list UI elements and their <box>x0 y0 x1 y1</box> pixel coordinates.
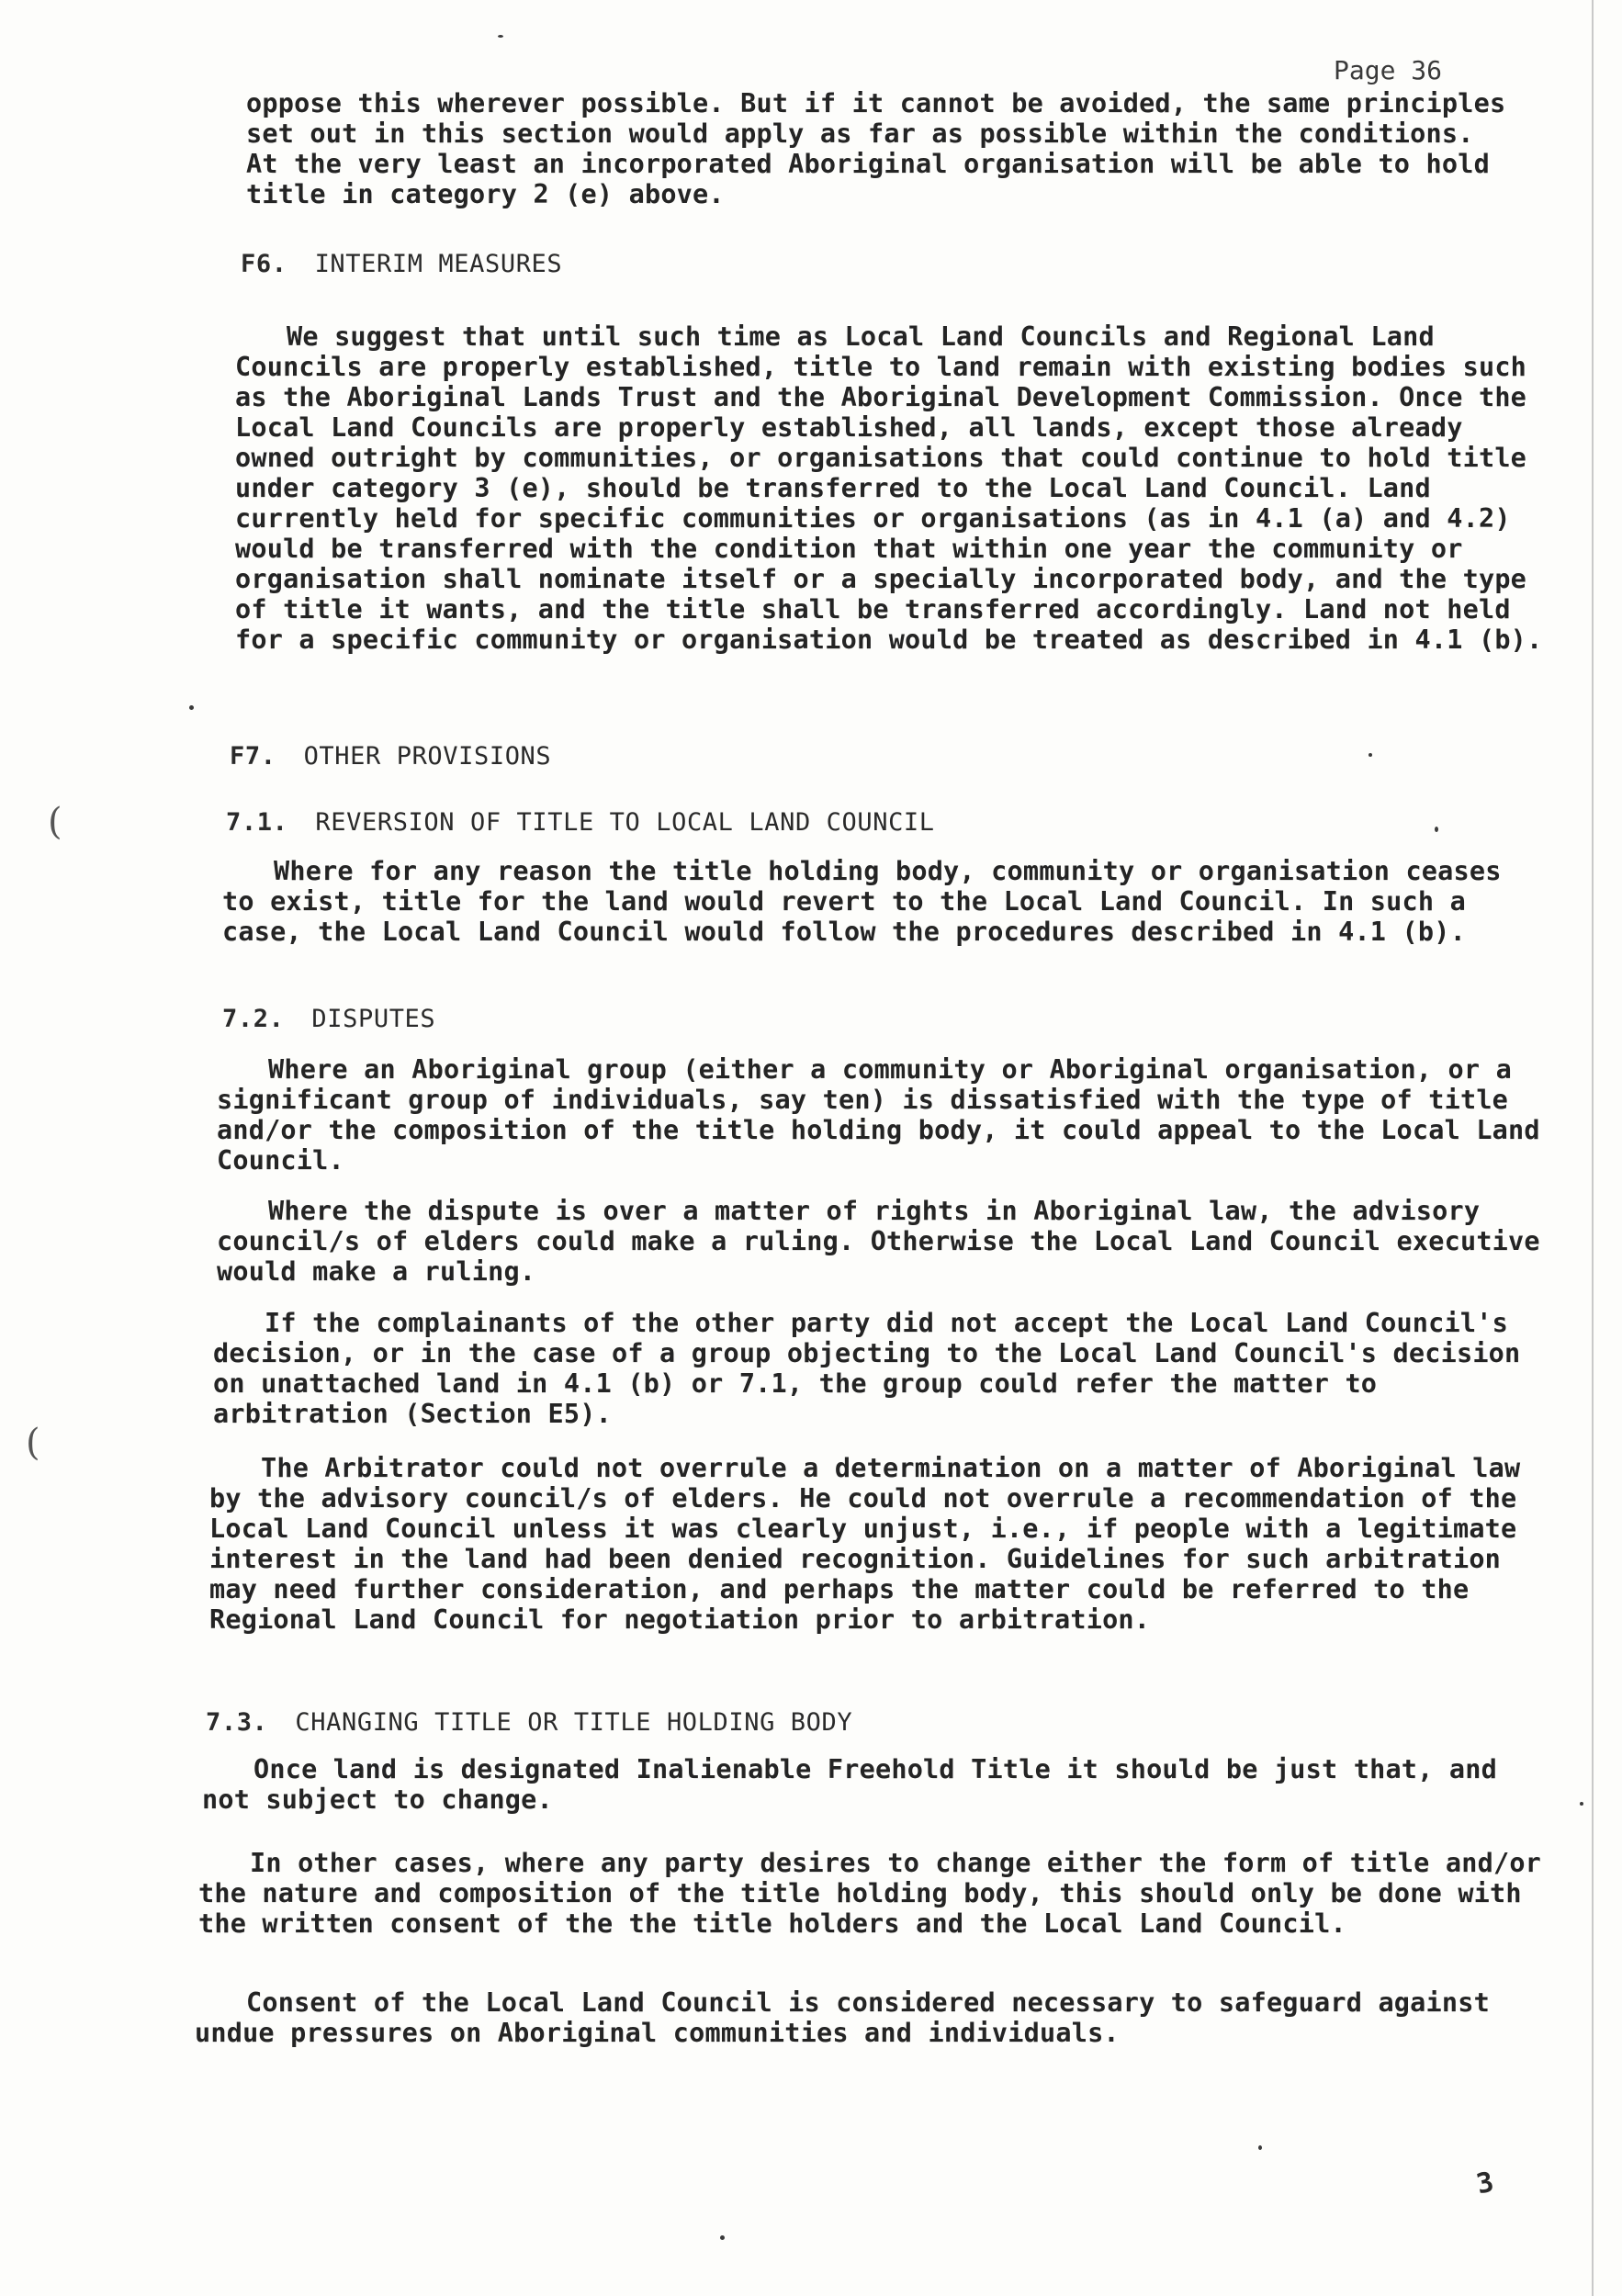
section-number: 7.1. <box>226 808 288 837</box>
section-title: OTHER PROVISIONS <box>303 742 552 771</box>
scan-speck <box>1369 753 1372 757</box>
paragraph-disputes-4: The Arbitrator could not overrule a determination on a matter of Aboriginal law by the advisory council/s of elders. He could not overrule a recommendation of the Local Land Council unless it was clearly unjust, i.e., if people with a legitimate interest in the land had been denied recognition. Guidelines for such arbitration may need further consideration, and perhaps the matter could be referred to the Regional Land Council for negotiation prior to arbitration. <box>209 1453 1521 1635</box>
paragraph-disputes-2: Where the dispute is over a matter of rights in Aboriginal law, the advisory council/s of elders could make a ruling. Otherwise the Local Land Council executive would make a ruling. <box>217 1196 1540 1287</box>
paragraph-reversion: Where for any reason the title holding body, community or organisation ceases to exist, title for the land would revert to the Local Land Council. In such a case, the Local Land Council would follow the procedures described in 4.1 (b). <box>222 856 1502 947</box>
scan-speck <box>1258 2145 1262 2150</box>
paragraph-changing-title-1: Once land is designated Inalienable Freehold Title it should be just that, and not subject to change. <box>202 1754 1497 1815</box>
scan-speck <box>1435 827 1438 832</box>
section-number: 7.2. <box>222 1005 285 1033</box>
section-title: CHANGING TITLE OR TITLE HOLDING BODY <box>295 1708 853 1737</box>
paragraph-changing-title-3: Consent of the Local Land Council is considered necessary to safeguard against undue pressures on Aboriginal communities and individuals. <box>195 1987 1490 2048</box>
paragraph-disputes-1: Where an Aboriginal group (either a community or Aboriginal organisation, or a significant group of individuals, say ten) is dissatisfied with the type of title and/or the composition of the title holding body, it could appeal to the Local Land Council. <box>217 1054 1540 1176</box>
paragraph-disputes-3: If the complainants of the other party did not accept the Local Land Council's decision, or in the case of a group objecting to the Local Land Council's decision on unattached land in 4.1 (b) or 7.1, the group could refer the matter to arbitration (Section E5). <box>213 1308 1521 1429</box>
section-heading-f6 <box>241 250 562 278</box>
scan-speck <box>720 2235 725 2240</box>
section-heading-7-3 <box>206 1708 852 1737</box>
scan-speck <box>1580 1802 1583 1806</box>
section-number: 7.3. <box>206 1708 268 1737</box>
page-number: Page 36 <box>1334 55 1443 85</box>
section-title: REVERSION OF TITLE TO LOCAL LAND COUNCIL <box>315 808 935 837</box>
paragraph-intro: oppose this wherever possible. But if it cannot be avoided, the same principles set out in this section would apply as far as possible within the conditions. At the very least an incorporated Aboriginal organisation will be able to hold title in category 2 (e) above. <box>246 88 1506 209</box>
scan-speck <box>189 705 194 710</box>
section-title: INTERIM MEASURES <box>314 250 563 278</box>
paragraph-interim-measures: We suggest that until such time as Local Land Councils and Regional Land Councils are properly established, title to land remain with existing bodies such as the Aboriginal Lands Trust and the Aboriginal Development Commission. Once the Local Land Councils are properly established, all lands, except those already owned outright by communities, or organisations that could continue to hold title under category 3 (e), should be transferred to the Local Land Council. Land currently held for specific communities or organisations (as in 4.1 (a) and 4.2) would be transferred with the condition that within one year the community or organisation shall nominate itself or a specially incorporated body, and the type of title it wants, and the title shall be transferred accordingly. Land not held for a specific community or organisation would be treated as described in 4.1 (b). <box>235 321 1543 655</box>
page-edge-line <box>1592 0 1594 2296</box>
section-number: F6. <box>241 250 287 278</box>
margin-mark-icon: ( <box>26 1422 40 1464</box>
scan-speck <box>498 35 503 38</box>
section-heading-f7 <box>230 742 551 771</box>
section-heading-7-1 <box>226 808 935 837</box>
section-number: F7. <box>230 742 276 771</box>
section-title: DISPUTES <box>311 1005 436 1033</box>
corner-mark: 3 <box>1473 2166 1497 2201</box>
section-heading-7-2 <box>222 1005 435 1033</box>
paragraph-changing-title-2: In other cases, where any party desires to change either the form of title and/or the nature and composition of the title holding body, this should only be done with the written consent of the the title holders and the Local Land Council. <box>198 1848 1542 1939</box>
margin-mark-icon: ( <box>48 801 62 843</box>
